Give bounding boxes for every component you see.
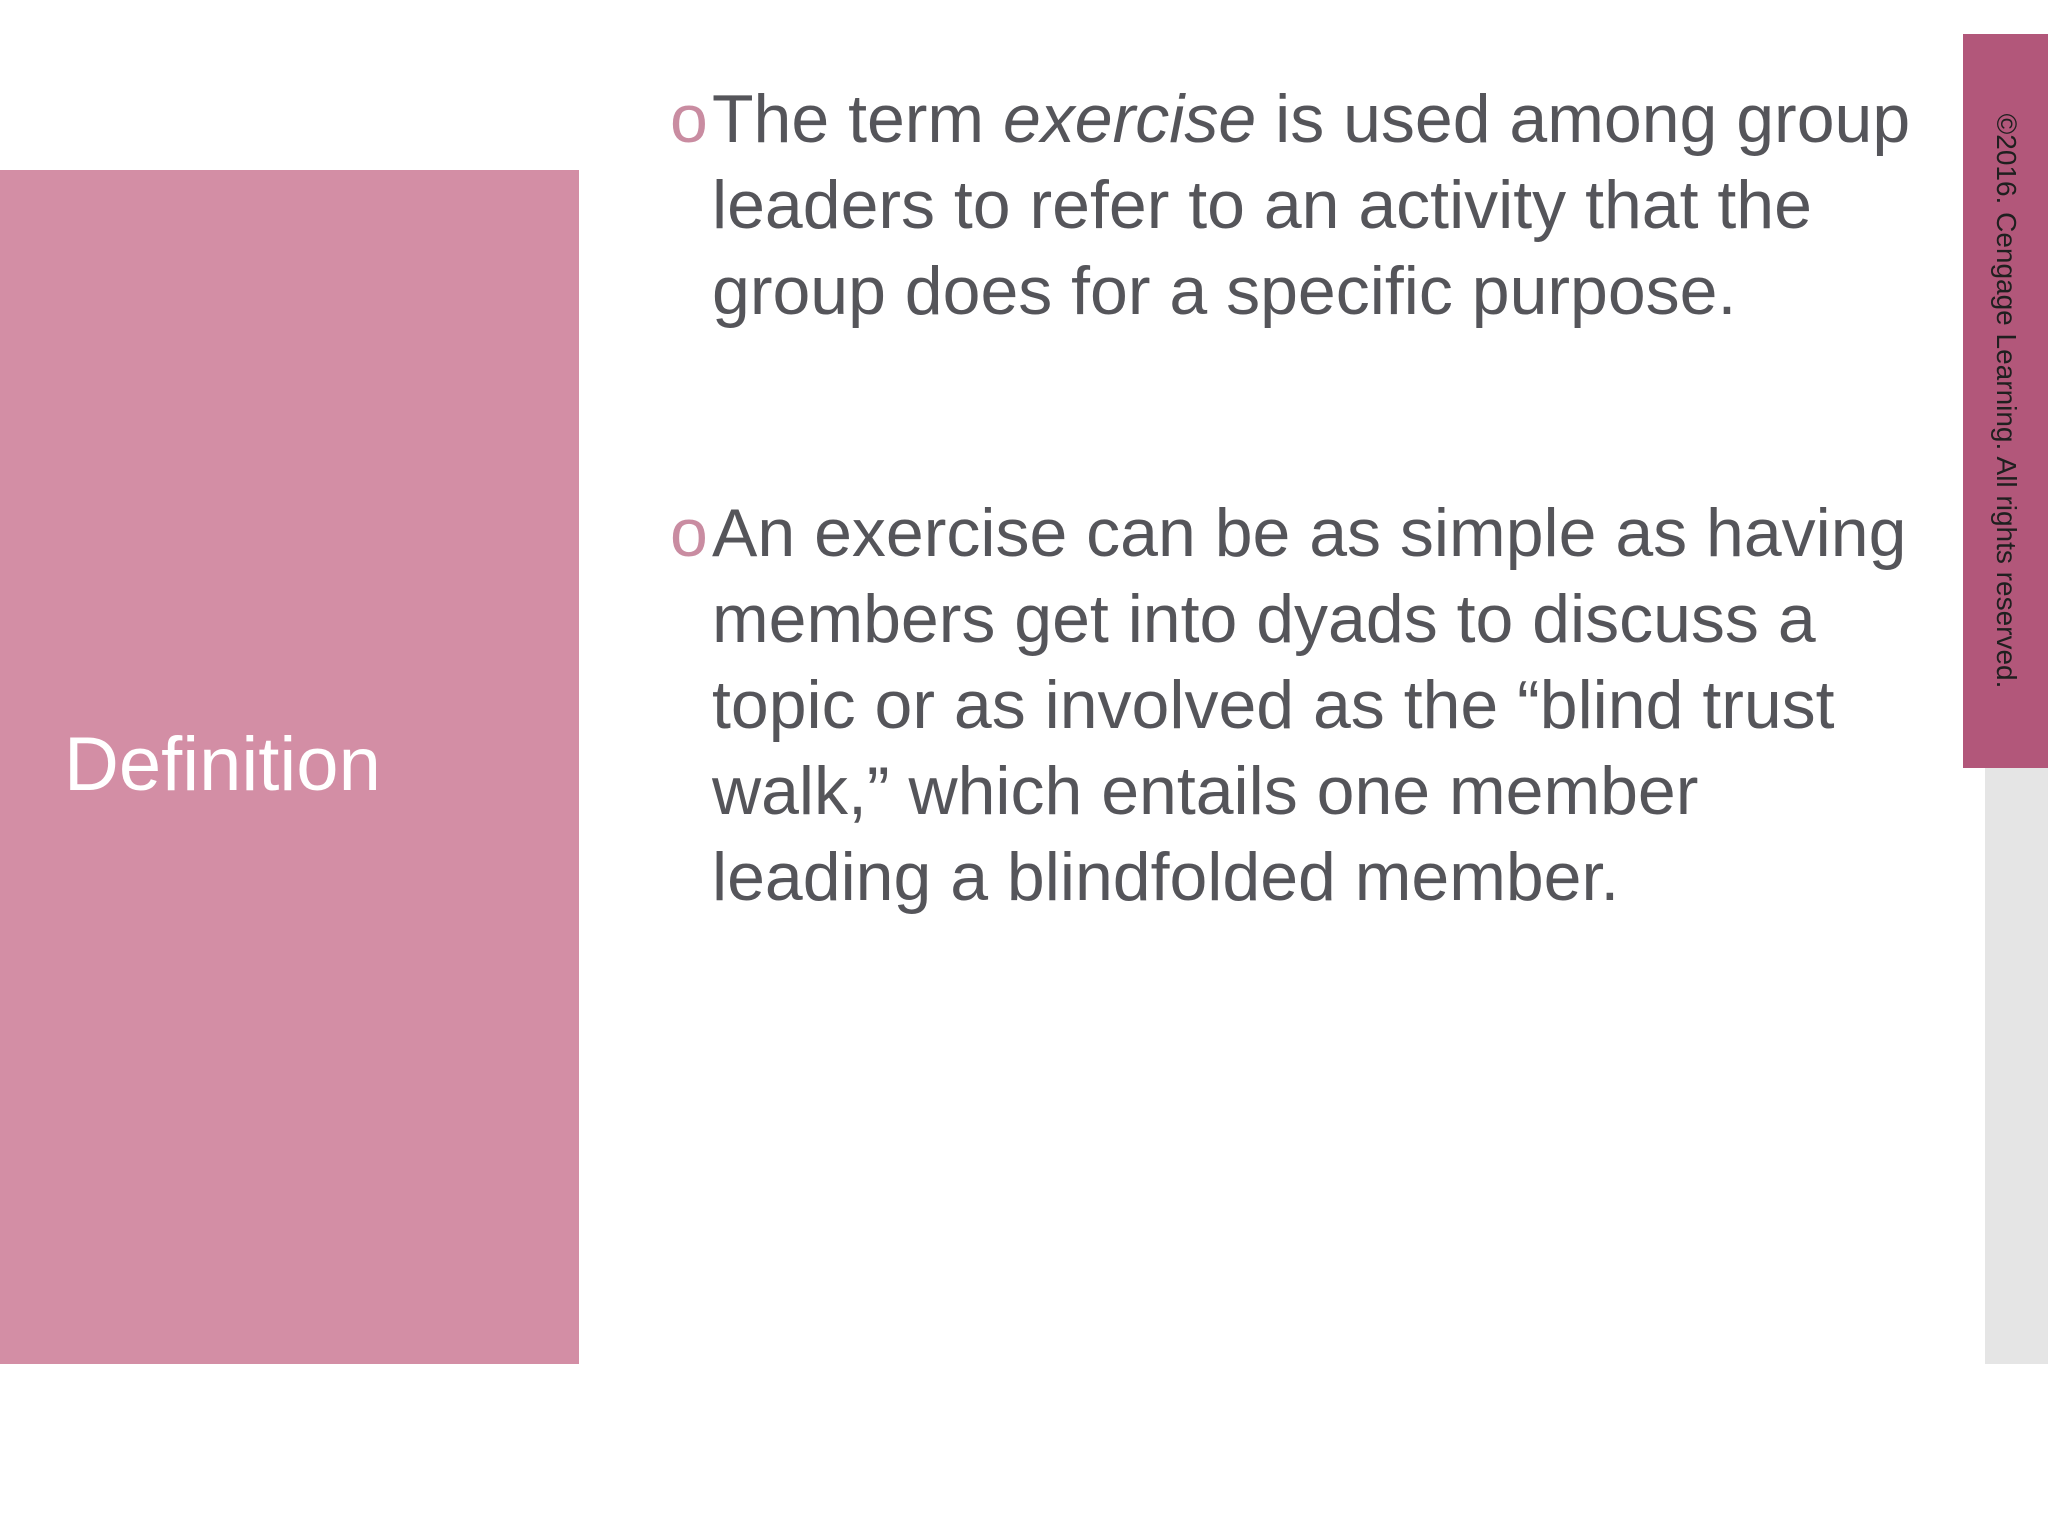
bullet-marker-icon: o (670, 81, 708, 157)
bullet-list (670, 76, 1930, 920)
copyright-bar (1963, 34, 2048, 768)
slide-title: Definition (64, 722, 381, 807)
bullet-marker-icon: o (670, 495, 708, 571)
bullet-item (670, 76, 1930, 334)
copyright-text: ©2016. Cengage Learning. All rights reserved. (1990, 113, 2022, 689)
bullet-text-pre: The term (712, 81, 1003, 157)
bullet-text: An exercise can be as simple as having members get into dyads to discuss a topic or as involved as the “blind trust walk,” which entails one member leading a blindfolded member. (712, 495, 1907, 915)
bullet-text-emphasis: exercise (1002, 81, 1257, 157)
side-accent-strip (1985, 766, 2048, 1364)
bullet-text-post: is used among group leaders to refer to an activity that the group does for a specific purpose. (712, 81, 1911, 329)
bullet-item (670, 490, 1930, 920)
